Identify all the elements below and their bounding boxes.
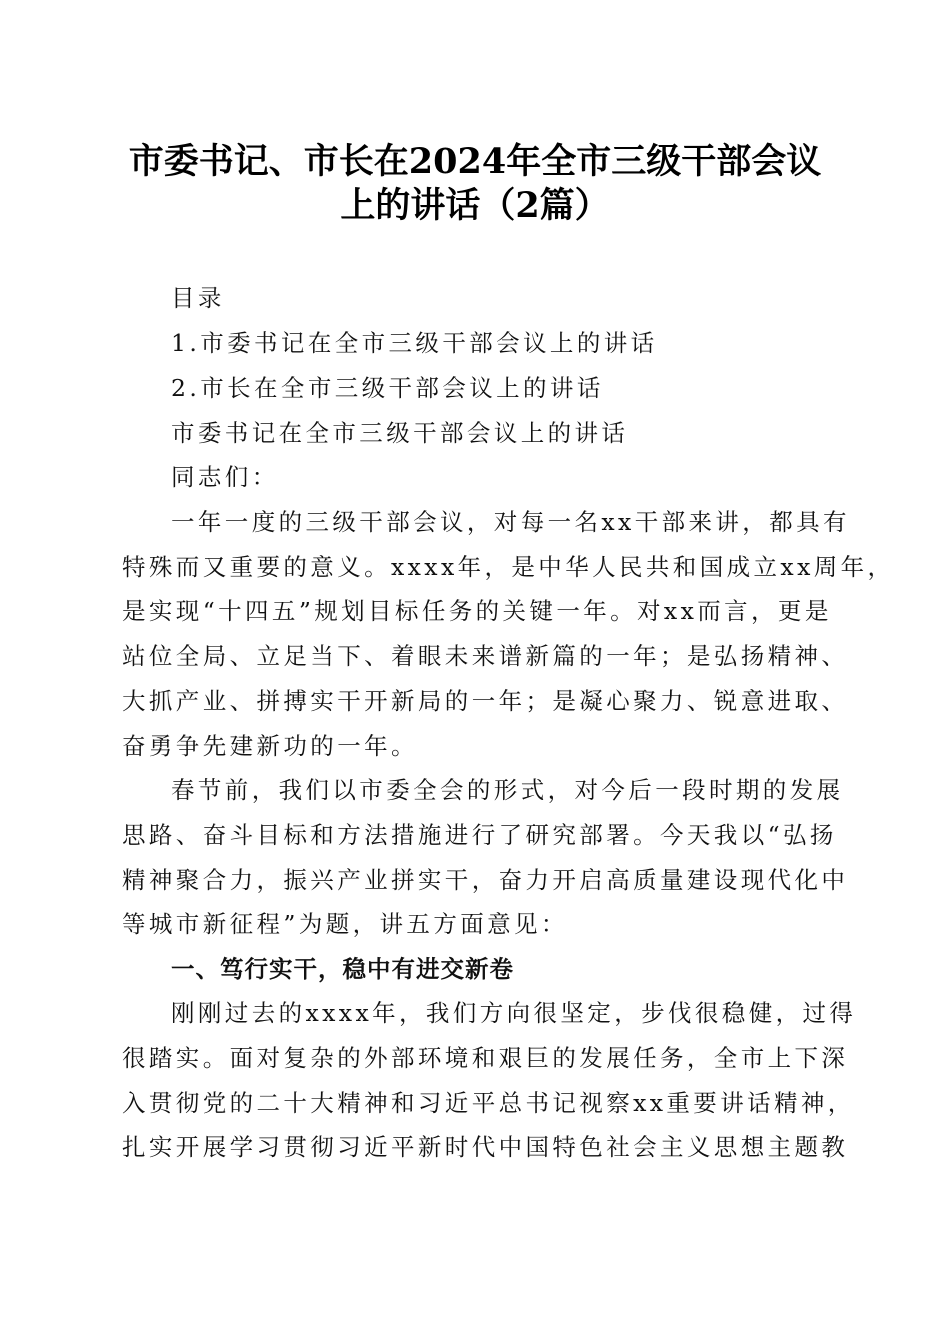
paragraph1-line: 是实现“十四五”规划目标任务的关键一年。对xx而言，更是 xyxy=(122,597,832,625)
paragraph1-line: 大抓产业、拼搏实干开新局的一年；是凝心聚力、锐意进取、 xyxy=(122,687,849,715)
toc-item-2: 2.市长在全市三级干部会议上的讲话 xyxy=(171,374,604,402)
paragraph1-line: 一年一度的三级干部会议，对每一名xx干部来讲，都具有 xyxy=(171,508,850,536)
paragraph1-line: 奋勇争先建新功的一年。 xyxy=(122,732,418,760)
paragraph3-line: 刚刚过去的xxxx年，我们方向很坚定，步伐很稳健，过得 xyxy=(171,999,857,1027)
salutation: 同志们： xyxy=(171,463,279,491)
paragraph2-line: 思路、奋斗目标和方法措施进行了研究部署。今天我以“弘扬 xyxy=(122,821,837,849)
document-title-line2: 上的讲话（2篇） xyxy=(340,185,610,226)
section-title: 市委书记在全市三级干部会议上的讲话 xyxy=(171,419,629,447)
paragraph1-line: 特殊而又重要的意义。xxxx年，是中华人民共和国成立xx周年， xyxy=(122,553,895,581)
document-title-line1: 市委书记、市长在2024年全市三级干部会议 xyxy=(128,141,822,182)
paragraph3-line: 入贯彻党的二十大精神和习近平总书记视察xx重要讲话精神， xyxy=(122,1089,855,1117)
toc-heading: 目录 xyxy=(171,284,225,312)
paragraph2-line: 精神聚合力，振兴产业拼实干，奋力开启高质量建设现代化中 xyxy=(122,866,849,894)
paragraph2-line: 春节前，我们以市委全会的形式，对今后一段时期的发展 xyxy=(171,776,844,804)
paragraph3-line: 扎实开展学习贯彻习近平新时代中国特色社会主义思想主题教 xyxy=(122,1133,849,1161)
paragraph1-line: 站位全局、立足当下、着眼未来谱新篇的一年；是弘扬精神、 xyxy=(122,642,849,670)
section-heading-1: 一、笃行实干，稳中有进交新卷 xyxy=(171,955,514,983)
toc-item-1: 1.市委书记在全市三级干部会议上的讲话 xyxy=(171,329,658,357)
paragraph3-line: 很踏实。面对复杂的外部环境和艰巨的发展任务，全市上下深 xyxy=(122,1044,849,1072)
paragraph2-line: 等城市新征程”为题，讲五方面意见： xyxy=(122,910,568,938)
